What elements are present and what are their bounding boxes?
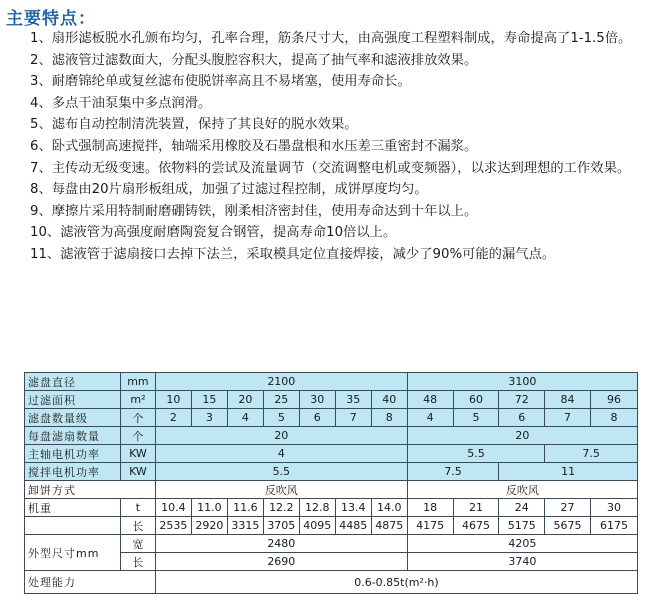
row-weight (25, 499, 638, 517)
value-main-motor-b2: 7.5 (545, 445, 638, 463)
label-main-motor: 主轴电机功率 (25, 445, 121, 463)
row-disc-diameter (25, 373, 638, 391)
section-title: 主要特点： (6, 9, 96, 29)
cell: 4485 (335, 517, 371, 535)
cell-empty (25, 517, 121, 535)
cell: 4875 (371, 517, 407, 535)
cell: 2920 (191, 517, 227, 535)
feature-item: 4、多点干油泵集中多点润滑。 (30, 95, 212, 111)
cell: 21 (453, 499, 499, 517)
cell: 6 (499, 409, 545, 427)
feature-item: 3、耐磨锦纶单或复丝滤布使脱饼率高且不易堵塞，使用寿命长。 (30, 74, 411, 90)
feature-item: 9、摩擦片采用特制耐磨硼铸铁，刚柔相济密封佳，使用寿命达到十年以上。 (30, 203, 478, 219)
cell: 84 (545, 391, 591, 409)
cell: 96 (590, 391, 637, 409)
row-length (25, 517, 638, 535)
cell: 40 (371, 391, 407, 409)
label-disc-diameter: 滤盘直径 (25, 373, 121, 391)
unit-dims-length: 长 (120, 553, 155, 571)
row-capacity (25, 571, 638, 594)
cell: 8 (371, 409, 407, 427)
cell: 10 (155, 391, 191, 409)
feature-item: 11、滤液管于滤扇接口去掉下法兰，采取模具定位直接焊接，减少了90%可能的漏气点。 (30, 246, 556, 262)
cell: 12.2 (263, 499, 299, 517)
cell: 20 (227, 391, 263, 409)
value-width-a: 2480 (155, 535, 407, 553)
cell: 6 (299, 409, 335, 427)
value-disc-diameter-a: 2100 (155, 373, 407, 391)
label-disc-count: 滤盘数量级 (25, 409, 121, 427)
feature-item: 10、滤液管为高强度耐磨陶瓷复合钢管，提高寿命10倍以上。 (30, 225, 397, 241)
row-disc-count (25, 409, 638, 427)
row-dims-width (25, 535, 638, 553)
unit-length: 长 (120, 517, 155, 535)
value-agitator-motor-a: 5.5 (155, 463, 407, 481)
cell: 60 (453, 391, 499, 409)
cell: 27 (545, 499, 591, 517)
cell: 4175 (407, 517, 453, 535)
cell: 12.8 (299, 499, 335, 517)
feature-item: 8、每盘由20片扇形板组成，加强了过滤过程控制，成饼厚度均匀。 (30, 182, 428, 198)
cell: 35 (335, 391, 371, 409)
unit-main-motor: KW (120, 445, 155, 463)
label-capacity: 处理能力 (25, 571, 156, 594)
cell: 5675 (545, 517, 591, 535)
cell: 13.4 (335, 499, 371, 517)
cell: 24 (499, 499, 545, 517)
unit-width: 宽 (120, 535, 155, 553)
value-dims-length-b: 3740 (407, 553, 637, 571)
label-sectors: 每盘滤扇数量 (25, 427, 121, 445)
row-discharge (25, 481, 638, 499)
cell: 18 (407, 499, 453, 517)
value-width-b: 4205 (407, 535, 637, 553)
value-dims-length-a: 2690 (155, 553, 407, 571)
feature-item: 7、主传动无级变速。依物料的尝试及流量调节（交流调整电机或变频器），以求达到理想的工作效果。 (30, 160, 631, 176)
label-dims: 外型尺寸mm (25, 535, 121, 571)
unit-disc-count: 个 (120, 409, 155, 427)
feature-item: 1、扇形滤板脱水孔颁布均匀，孔率合理，筋条尺寸大，由高强度工程塑料制成，寿命提高了1-1.5倍。 (30, 31, 632, 46)
value-agitator-motor-b2: 11 (499, 463, 638, 481)
value-sectors-a: 20 (155, 427, 407, 445)
cell: 4095 (299, 517, 335, 535)
cell: 3705 (263, 517, 299, 535)
spec-table (24, 372, 638, 594)
value-agitator-motor-b1: 7.5 (407, 463, 499, 481)
cell: 14.0 (371, 499, 407, 517)
cell: 10.4 (155, 499, 191, 517)
label-discharge: 卸饼方式 (25, 481, 156, 499)
label-agitator-motor: 搅拌电机功率 (25, 463, 121, 481)
value-capacity: 0.6-0.85t(m²·h) (155, 571, 637, 594)
cell: 2535 (155, 517, 191, 535)
cell: 25 (263, 391, 299, 409)
row-agitator-motor (25, 463, 638, 481)
cell: 6175 (590, 517, 637, 535)
unit-agitator-motor: KW (120, 463, 155, 481)
cell: 72 (499, 391, 545, 409)
feature-item: 5、滤布自动控制清洗装置，保持了其良好的脱水效果。 (30, 117, 358, 133)
cell: 11.0 (191, 499, 227, 517)
value-discharge-a: 反吹风 (155, 481, 407, 499)
cell: 2 (155, 409, 191, 427)
row-sectors (25, 427, 638, 445)
row-main-motor (25, 445, 638, 463)
cell: 8 (590, 409, 637, 427)
cell: 7 (545, 409, 591, 427)
cell: 4 (407, 409, 453, 427)
cell: 4675 (453, 517, 499, 535)
cell: 4 (227, 409, 263, 427)
label-weight: 机重 (25, 499, 121, 517)
label-filter-area: 过滤面积 (25, 391, 121, 409)
cell: 30 (590, 499, 637, 517)
cell: 15 (191, 391, 227, 409)
value-main-motor-a: 4 (155, 445, 407, 463)
feature-item: 6、卧式强制高速搅拌，轴端采用橡胶及石墨盘根和水压差三重密封不漏浆。 (30, 138, 478, 154)
unit-disc-diameter: mm (120, 373, 155, 391)
cell: 48 (407, 391, 453, 409)
cell: 11.6 (227, 499, 263, 517)
row-filter-area (25, 391, 638, 409)
cell: 3 (191, 409, 227, 427)
cell: 30 (299, 391, 335, 409)
cell: 5 (453, 409, 499, 427)
feature-list (4, 28, 644, 266)
feature-item: 2、滤液管过滤数面大，分配头腹腔容积大，提高了抽气率和滤液排放效果。 (30, 52, 478, 68)
unit-sectors: 个 (120, 427, 155, 445)
unit-filter-area: m² (120, 391, 155, 409)
value-main-motor-b1: 5.5 (407, 445, 544, 463)
cell: 3315 (227, 517, 263, 535)
cell: 5 (263, 409, 299, 427)
unit-weight: t (120, 499, 155, 517)
cell: 7 (335, 409, 371, 427)
value-sectors-b: 20 (407, 427, 637, 445)
value-discharge-b: 反吹风 (407, 481, 637, 499)
cell: 5175 (499, 517, 545, 535)
value-disc-diameter-b: 3100 (407, 373, 637, 391)
